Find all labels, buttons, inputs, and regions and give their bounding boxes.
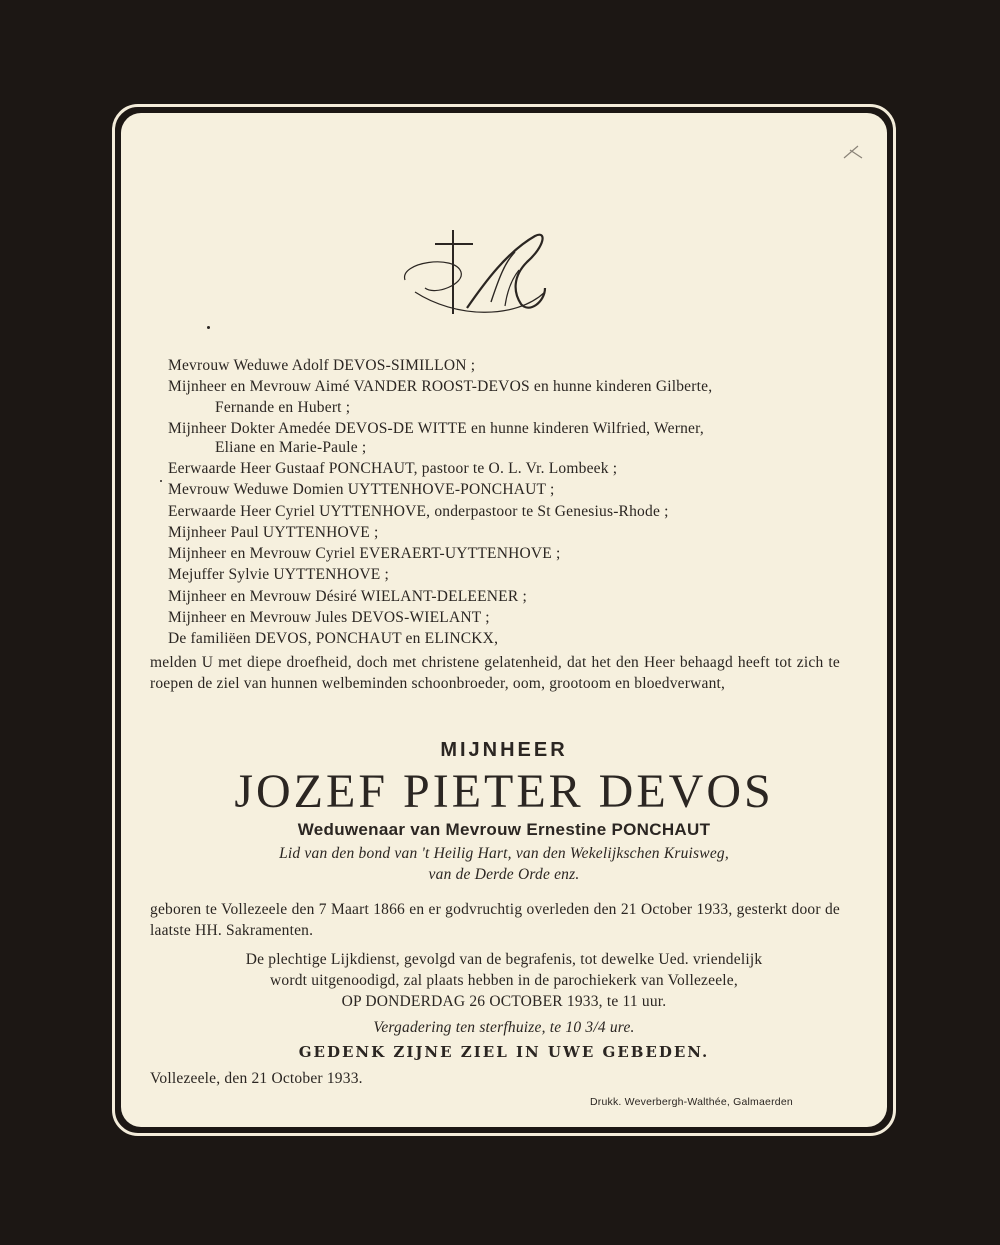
family-line: Mejuffer Sylvie UYTTENHOVE ; [168, 566, 389, 583]
family-line: Eerwaarde Heer Gustaaf PONCHAUT, pastoor te O. L. Vr. Lombeek ; [168, 460, 618, 477]
prayer-line: GEDENK ZIJNE ZIEL IN UWE GEBEDEN. [298, 1043, 710, 1061]
family-line: Mijnheer Paul UYTTENHOVE ; [168, 524, 379, 541]
family-line: Mevrouw Weduwe Domien UYTTENHOVE-PONCHAUT ; [168, 481, 555, 498]
ink-speck [160, 480, 162, 482]
announcement-paragraph: melden U met diepe droefheid, doch met christene gelatenheid, dat het den Heer behaagd heeft tot zich te roepen de ziel van hunnen welbeminden schoonbroeder, oom, grootoom en bloedverwant, [150, 654, 840, 692]
widower-line: Weduwenaar van Mevrouw Ernestine PONCHAUT [297, 820, 711, 839]
family-line: Mijnheer Dokter Amedée DEVOS-DE WITTE en hunne kinderen Wilfried, Werner, [168, 420, 704, 437]
cross-monogram-icon [395, 222, 575, 332]
service-date-line: OP DONDERDAG 26 OCTOBER 1933, te 11 uur. [341, 993, 667, 1010]
family-line: De familiëen DEVOS, PONCHAUT en ELINCKX, [168, 630, 499, 647]
family-line: Mijnheer en Mevrouw Cyriel EVERAERT-UYTTENHOVE ; [168, 545, 561, 562]
family-line: Mijnheer en Mevrouw Désiré WIELANT-DELEENER ; [168, 588, 527, 605]
family-line: Mijnheer en Mevrouw Jules DEVOS-WIELANT ; [168, 609, 490, 626]
family-line: Mijnheer en Mevrouw Aimé VANDER ROOST-DEVOS en hunne kinderen Gilberte, [168, 378, 713, 395]
service-line: wordt uitgenoodigd, zal plaats hebben in de parochiekerk van Vollezeele, [270, 972, 738, 989]
honorific: MIJNHEER [440, 739, 568, 761]
family-line: Eliane en Marie-Paule ; [215, 439, 367, 456]
service-line: De plechtige Lijkdienst, gevolgd van de begrafenis, tot dewelke Ued. vriendelijk [245, 951, 763, 968]
gathering-line: Vergadering ten sterfhuize, te 10 3/4 ure. [373, 1019, 635, 1036]
family-line: Mevrouw Weduwe Adolf DEVOS-SIMILLON ; [168, 357, 476, 374]
family-line: Fernande en Hubert ; [215, 399, 351, 416]
family-line: Eerwaarde Heer Cyriel UYTTENHOVE, onderpastoor te St Genesius-Rhode ; [168, 503, 669, 520]
membership-line: van de Derde Orde enz. [428, 866, 580, 883]
place-date: Vollezeele, den 21 October 1933. [150, 1070, 363, 1087]
membership-line: Lid van den bond van 't Heilig Hart, van den Wekelijkschen Kruisweg, [279, 845, 729, 862]
ink-speck [207, 326, 210, 329]
birth-death-paragraph: geboren te Vollezeele den 7 Maart 1866 en er godvruchtig overleden den 21 October 1933, gesterkt door de laatste HH. Sakramenten. [150, 901, 840, 939]
deceased-name: JOZEF PIETER DEVOS [234, 765, 774, 818]
pencil-mark-icon [840, 140, 870, 162]
printer-credit: Drukk. Weverbergh-Walthée, Galmaerden [590, 1096, 793, 1108]
